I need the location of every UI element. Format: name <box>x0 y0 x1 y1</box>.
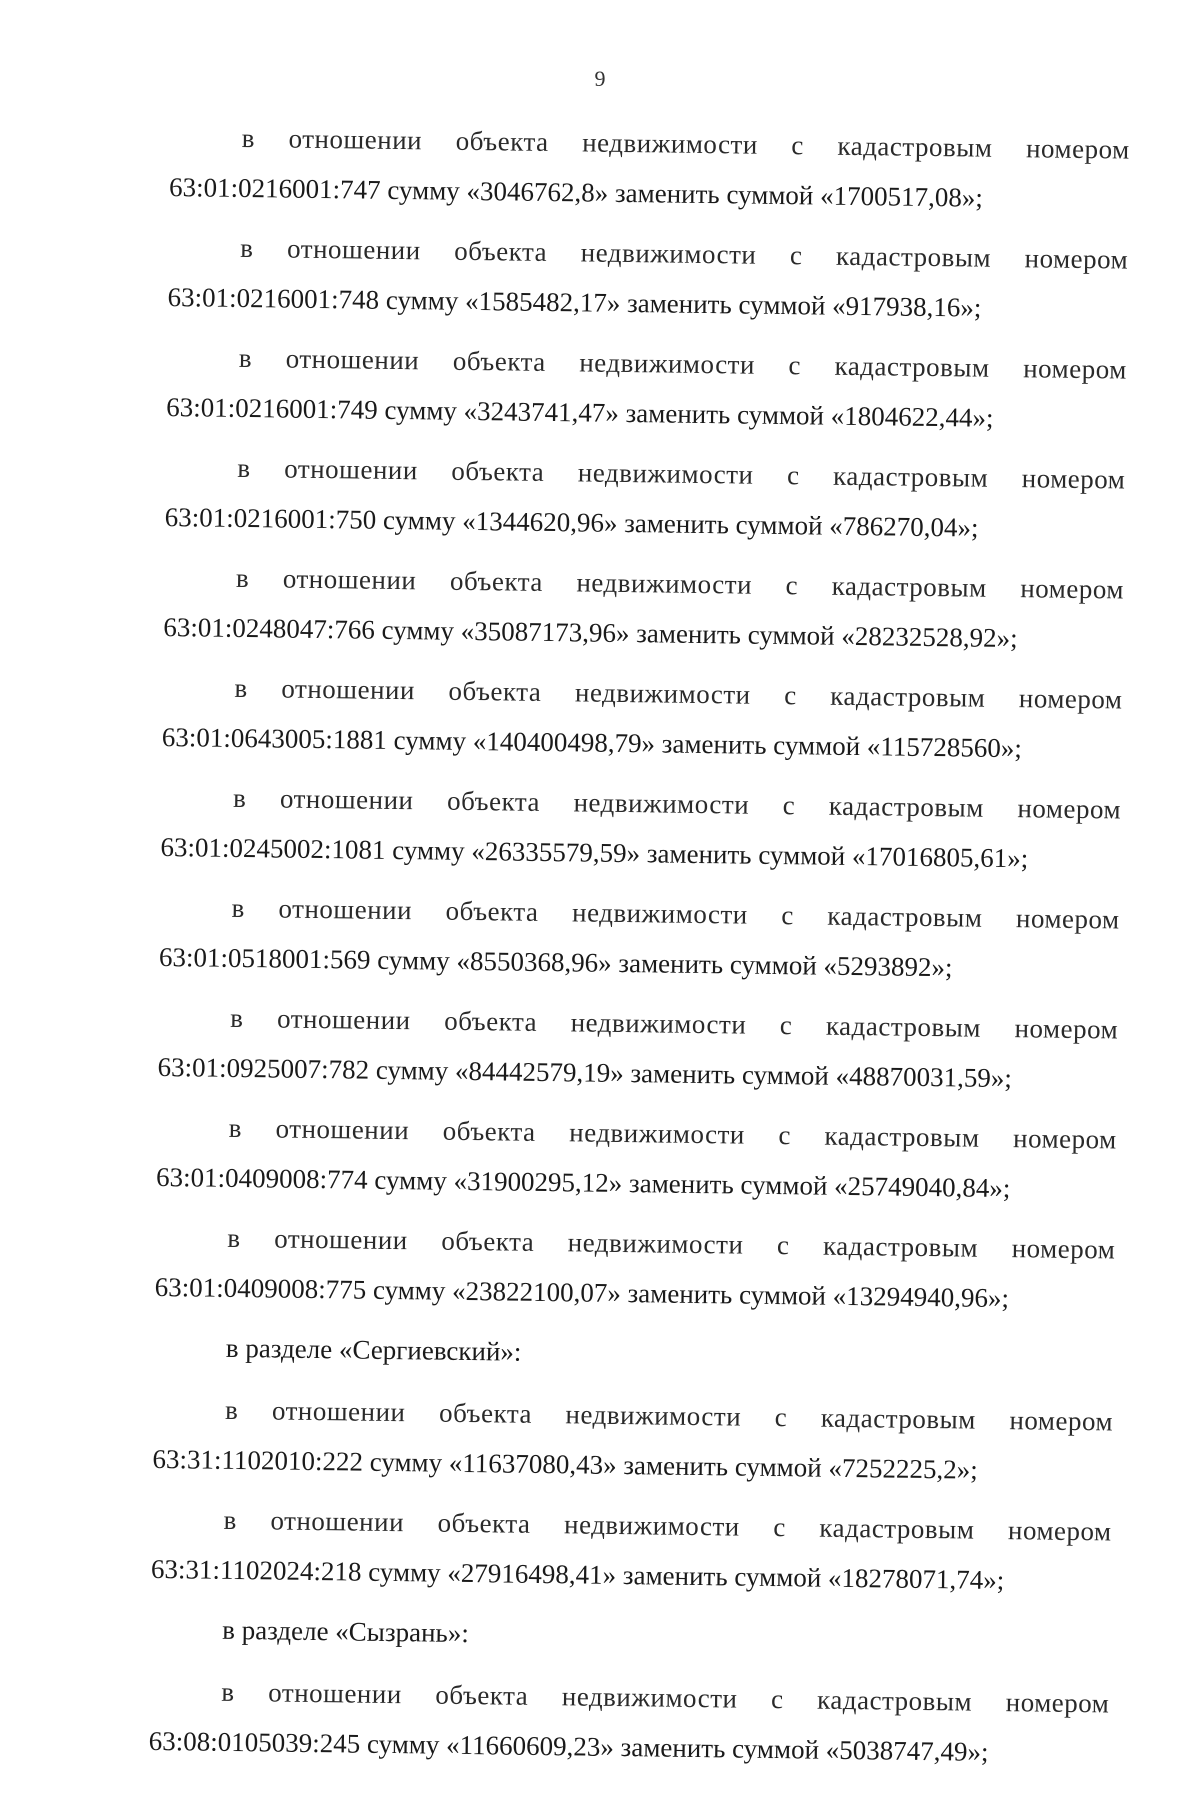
entry-intro-line <box>164 558 1124 609</box>
entry-intro-word: номером <box>1017 793 1122 825</box>
entry-intro-word: номером <box>1009 1405 1114 1437</box>
entry-intro-line <box>170 118 1130 169</box>
entry-intro-line <box>149 1672 1109 1723</box>
entry-intro-word: номером <box>1018 683 1123 715</box>
entry-intro-word: кадастровым <box>822 1230 979 1263</box>
entry-intro-word: недвижимости <box>561 1681 738 1714</box>
entry-intro-word: недвижимости <box>571 897 748 930</box>
entry-intro-word: в <box>231 892 246 924</box>
property-entry <box>166 338 1127 439</box>
entry-intro-word: кадастровым <box>828 790 985 823</box>
entry-intro-line <box>161 778 1121 829</box>
entry-detail-line: 63:01:0216001:750 сумму «1344620,96» заменить суммой «786270,04»; <box>164 501 979 543</box>
entry-intro-word: объекта <box>445 895 539 927</box>
entry-intro-word: отношении <box>274 1223 408 1256</box>
entry-intro-word: с <box>778 1120 792 1151</box>
entry-intro-line <box>167 338 1127 389</box>
entry-intro-word: недвижимости <box>576 567 753 600</box>
entry-intro-word: отношении <box>284 453 418 486</box>
entry-intro-word: в <box>240 232 254 264</box>
entry-intro-word: недвижимости <box>574 677 751 710</box>
entry-intro-line <box>158 998 1118 1049</box>
property-entry <box>167 228 1128 329</box>
entry-intro-word: номером <box>1025 133 1130 165</box>
entry-intro-word: в <box>237 452 251 484</box>
entry-intro-word: в <box>234 672 248 704</box>
entry-intro-word: отношении <box>278 893 413 926</box>
entry-intro-word: объекта <box>446 785 541 817</box>
entry-intro-word: с <box>781 900 795 931</box>
entry-detail-line: 63:01:0409008:775 сумму «23822100,07» заменить суммой «13294940,96»; <box>154 1271 1010 1314</box>
entry-detail-line: 63:01:0518001:569 сумму «8550368,96» заменить суммой «5293892»; <box>158 941 953 983</box>
entry-intro-word: номером <box>1007 1515 1112 1547</box>
section-heading: в разделе «Сергиевский»: <box>225 1332 522 1367</box>
entry-intro-word: номером <box>1021 463 1126 495</box>
property-entry <box>149 1672 1110 1773</box>
entry-intro-word: объекта <box>455 125 549 157</box>
entry-intro-word: недвижимости <box>567 1227 744 1260</box>
entry-intro-word: отношении <box>281 673 416 706</box>
entry-detail-line: 63:01:0248047:766 сумму «35087173,96» заменить суммой «28232528,92»; <box>163 611 1018 654</box>
entry-detail-line: 63:01:0643005:1881 сумму «140400498,79» заменить суммой «115728560»; <box>161 721 1023 764</box>
entry-intro-word: недвижимости <box>573 787 750 820</box>
entry-intro-word: объекта <box>435 1679 529 1711</box>
entry-intro-word: объекта <box>454 235 548 267</box>
entry-detail-line: 63:01:0409008:774 сумму «31900295,12» заменить суммой «25749040,84»; <box>155 1161 1011 1204</box>
entry-detail-line: 63:01:0925007:782 сумму «84442579,19» заменить суммой «48870031,59»; <box>157 1051 1013 1094</box>
entry-intro-word: номером <box>1015 903 1120 935</box>
entry-intro-word: недвижимости <box>565 1399 742 1432</box>
entry-intro-word: недвижимости <box>563 1509 740 1542</box>
entry-intro-word: в <box>223 1504 238 1535</box>
property-entry <box>152 1390 1113 1491</box>
entry-intro-word: недвижимости <box>580 237 757 270</box>
entry-intro-word: объекта <box>438 1397 533 1429</box>
entry-intro-word: отношении <box>270 1505 405 1538</box>
entry-intro-word: с <box>784 680 797 711</box>
entry-intro-word: объекта <box>442 1115 536 1147</box>
entry-intro-word: отношении <box>275 1113 410 1146</box>
entry-intro-word: в <box>241 122 256 154</box>
entry-intro-word: кадастровым <box>816 1684 973 1717</box>
entry-intro-word: с <box>770 1684 784 1715</box>
entry-intro-word: недвижимости <box>579 347 756 380</box>
entry-intro-word: отношении <box>276 1003 411 1036</box>
entry-detail-line: 63:01:0216001:748 сумму «1585482,17» заменить суммой «917938,16»; <box>167 281 982 323</box>
entry-intro-word: отношении <box>279 783 414 816</box>
entry-intro-word: объекта <box>451 455 545 487</box>
entry-intro-word: с <box>785 570 799 601</box>
entry-intro-word: кадастровым <box>830 680 986 713</box>
entry-intro-line <box>168 228 1128 279</box>
entry-intro-line <box>153 1390 1113 1441</box>
entry-detail-line: 63:08:0105039:245 сумму «11660609,23» заменить суммой «5038747,49»; <box>148 1725 989 1767</box>
entry-intro-word: номером <box>1024 243 1129 275</box>
entry-intro-word: отношении <box>271 1395 406 1428</box>
entry-intro-word: номером <box>1011 1233 1116 1265</box>
entry-intro-word: отношении <box>288 123 423 156</box>
property-entry <box>151 1500 1112 1601</box>
entry-intro-word: в <box>227 1222 241 1254</box>
entry-detail-line: 63:01:0216001:749 сумму «3243741,47» заменить суммой «1804622,44»; <box>166 391 994 433</box>
entry-intro-word: с <box>786 460 800 491</box>
property-entry <box>160 778 1121 879</box>
entry-intro-word: недвижимости <box>582 127 758 160</box>
entry-intro-word: с <box>774 1402 788 1433</box>
entry-intro-word: отношении <box>282 563 417 596</box>
entry-intro-word: с <box>788 350 802 381</box>
entry-intro-word: отношении <box>268 1677 402 1710</box>
entry-intro-line <box>151 1500 1111 1551</box>
property-entry <box>163 558 1124 659</box>
entry-detail-line: 63:01:0216001:747 сумму «3046762,8» заменить суммой «1700517,08»; <box>168 171 984 213</box>
entry-intro-word: номером <box>1023 353 1127 385</box>
entry-intro-word: недвижимости <box>570 1007 747 1040</box>
property-entry <box>159 888 1120 989</box>
property-entry <box>162 668 1123 769</box>
entry-intro-word: с <box>776 1230 790 1261</box>
entry-intro-word: кадастровым <box>825 1010 982 1043</box>
entry-intro-word: недвижимости <box>569 1117 746 1150</box>
entry-intro-word: в <box>221 1676 235 1707</box>
entry-intro-word: объекта <box>437 1507 531 1539</box>
entry-intro-word: кадастровым <box>831 570 987 603</box>
entry-intro-word: в <box>238 342 253 374</box>
entry-intro-word: кадастровым <box>827 900 983 933</box>
entry-intro-line <box>162 668 1122 719</box>
entry-detail-line: 63:01:0245002:1081 сумму «26335579,59» заменить суммой «17016805,61»; <box>160 831 1029 874</box>
entry-intro-word: отношении <box>286 233 421 266</box>
property-entry <box>157 998 1118 1099</box>
entry-intro-word: кадастровым <box>837 130 993 163</box>
entry-intro-word: в <box>224 1394 239 1426</box>
entry-intro-line <box>157 1108 1117 1159</box>
entry-intro-word: объекта <box>449 565 544 597</box>
entry-intro-word: с <box>773 1512 786 1543</box>
entry-intro-word: номером <box>1014 1013 1119 1045</box>
property-entry <box>154 1218 1115 1319</box>
entry-intro-word: недвижимости <box>577 457 754 490</box>
entry-intro-line <box>159 888 1119 939</box>
entry-intro-word: с <box>779 1010 793 1041</box>
entry-intro-word: номером <box>1020 573 1125 605</box>
entry-intro-word: объекта <box>452 345 546 377</box>
entry-intro-line <box>165 448 1125 499</box>
entry-intro-word: в <box>232 782 247 814</box>
entry-intro-word: кадастровым <box>819 1512 975 1545</box>
entry-intro-word: объекта <box>448 675 542 707</box>
entry-detail-line: 63:31:1102010:222 сумму «11637080,43» заменить суммой «7252225,2»; <box>152 1443 978 1485</box>
entry-intro-word: с <box>782 790 796 821</box>
entry-detail-line: 63:31:1102024:218 сумму «27916498,41» заменить суммой «18278071,74»; <box>150 1553 1005 1596</box>
property-entry <box>156 1108 1117 1209</box>
section-heading: в разделе «Сызрань»: <box>222 1614 470 1649</box>
document-body <box>148 118 1130 1794</box>
entry-intro-word: кадастровым <box>824 1120 980 1153</box>
entry-intro-word: объекта <box>443 1005 538 1037</box>
entry-intro-word: в <box>228 1112 243 1144</box>
entry-intro-word: с <box>791 130 805 161</box>
entry-intro-word: кадастровым <box>835 240 992 273</box>
entry-intro-word: кадастровым <box>834 350 990 383</box>
entry-intro-word: номером <box>1012 1123 1117 1155</box>
entry-intro-word: отношении <box>285 343 420 376</box>
entry-intro-word: объекта <box>441 1225 535 1257</box>
property-entry <box>165 448 1126 549</box>
entry-intro-word: в <box>230 1002 244 1034</box>
entry-intro-word: в <box>235 562 250 594</box>
entry-intro-word: кадастровым <box>820 1402 977 1435</box>
entry-intro-word: с <box>789 240 803 271</box>
entry-intro-word: кадастровым <box>832 460 989 493</box>
page-number: 9 <box>594 66 606 91</box>
property-entry <box>169 118 1130 219</box>
entry-intro-line <box>155 1218 1115 1269</box>
entry-intro-word: номером <box>1005 1687 1110 1719</box>
